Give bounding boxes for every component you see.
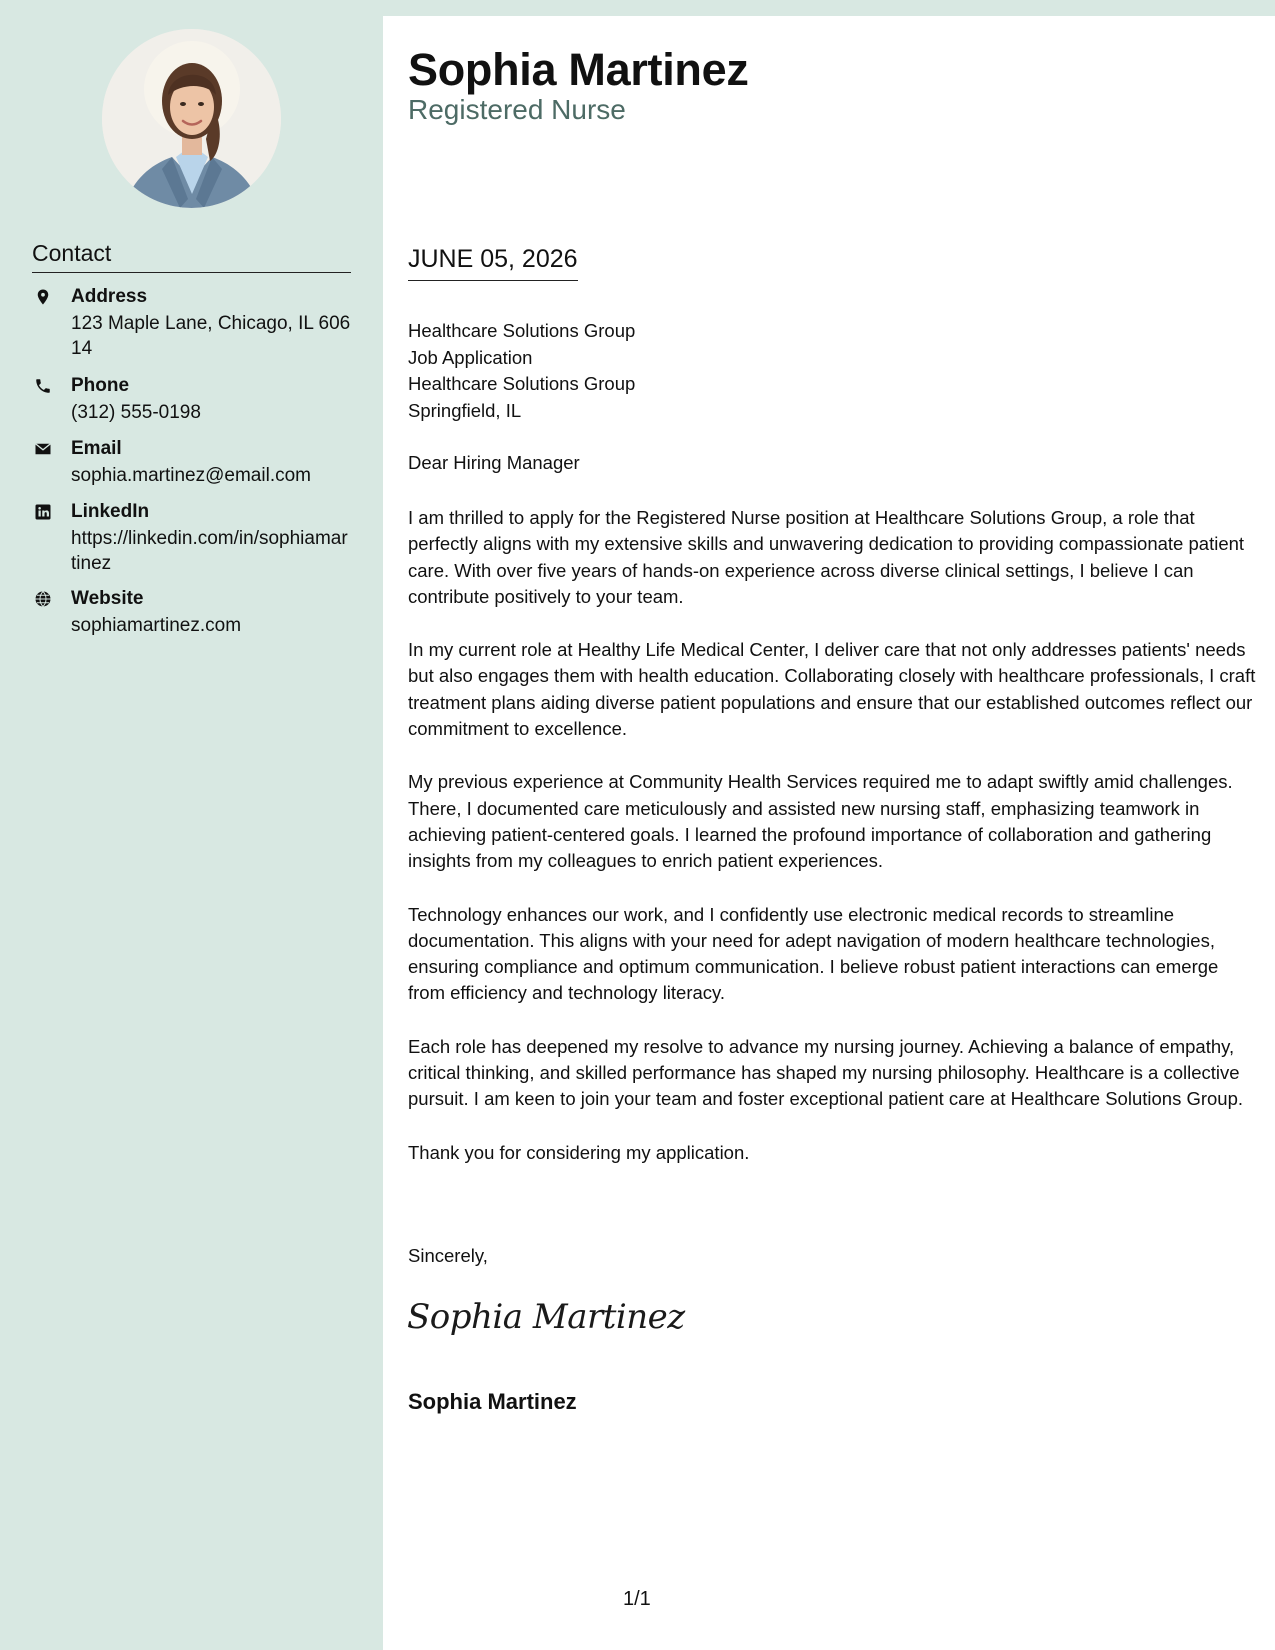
contact-address-label: Address <box>71 286 148 307</box>
phone-icon <box>34 377 52 395</box>
contact-linkedin-label: LinkedIn <box>71 501 150 522</box>
globe-icon <box>34 590 52 608</box>
signature: Sophia Martinez <box>407 1297 685 1337</box>
salutation: Dear Hiring Manager <box>408 452 580 473</box>
map-pin-icon <box>34 288 52 306</box>
applicant-title: Registered Nurse <box>408 94 626 125</box>
linkedin-icon <box>34 503 52 521</box>
page-number: 1/1 <box>623 1588 651 1610</box>
recipient-line: Job Application <box>408 346 533 368</box>
recipient-line: Healthcare Solutions Group <box>408 320 636 341</box>
recipient-block <box>408 318 635 424</box>
body-paragraph: Thank you for considering my application. <box>408 1141 750 1163</box>
sidebar <box>0 0 383 1650</box>
body-paragraph: I am thrilled to apply for the Registered Nurse position at Healthcare Solutions Group, a role that perfectly aligns with my extensive skills and unwavering dedication to providing compassionate patient care. With over five years of hands-on experience across diverse clinical settings, I believe I can contribute positively to your team. <box>408 507 1245 607</box>
contact-heading: Contact <box>32 240 351 273</box>
contact-phone-label: Phone <box>71 375 130 396</box>
body-paragraph: My previous experience at Community Health Services required me to adapt swiftly amid challenges. There, I documented care meticulously and assisted new nursing staff, emphasizing teamwork in achieving patient-centered goals. I learned the profound importance of collaboration and gathering insights from my colleagues to enrich patient experiences. <box>408 771 1233 872</box>
body-paragraph: Technology enhances our work, and I confidently use electronic medical records to streamline documentation. This aligns with your need for adept navigation of modern healthcare technologies, ensuring compliance and optimum communication. I believe robust patient interactions can emerge from efficiency and technology literacy. <box>408 903 1219 1004</box>
avatar-portrait-icon <box>102 29 281 208</box>
body-paragraph: In my current role at Healthy Life Medical Center, I deliver care that not only addresses patients' needs but also engages them with health education. Collaborating closely with healthcare professionals, I craft treatment plans aiding diverse patient populations and ensure that our established outcomes reflect our commitment to excellence. <box>408 639 1256 740</box>
contact-email-value: sophia.martinez@email.com <box>71 465 311 486</box>
recipient-line: Healthcare Solutions Group <box>408 373 636 394</box>
body-paragraph: Each role has deepened my resolve to advance my nursing journey. Achieving a balance of empathy, critical thinking, and skilled performance has shaped my nursing philosophy. Healthcare is a collective pursuit. I am keen to join your team and foster exceptional patient care at Healthcare Solutions Group. <box>408 1035 1244 1110</box>
closing: Sincerely, <box>408 1245 488 1266</box>
letter-body <box>408 505 1258 1193</box>
letter-main <box>383 16 1275 1650</box>
contact-website-value: sophiamartinez.com <box>71 615 242 636</box>
applicant-name: Sophia Martinez <box>408 44 749 95</box>
contact-linkedin-value: https://linkedin.com/in/sophiamartinez <box>71 528 348 574</box>
recipient-line: Springfield, IL <box>408 399 522 421</box>
contact-website-label: Website <box>71 588 144 609</box>
contact-phone-value: (312) 555-0198 <box>71 402 201 423</box>
contact-address-value: 123 Maple Lane, Chicago, IL 60614 <box>71 313 351 359</box>
letter-date: JUNE 05, 2026 <box>408 245 578 281</box>
signer-name: Sophia Martinez <box>408 1389 577 1414</box>
avatar <box>102 29 281 208</box>
envelope-icon <box>34 440 52 458</box>
contact-email-label: Email <box>71 438 122 459</box>
